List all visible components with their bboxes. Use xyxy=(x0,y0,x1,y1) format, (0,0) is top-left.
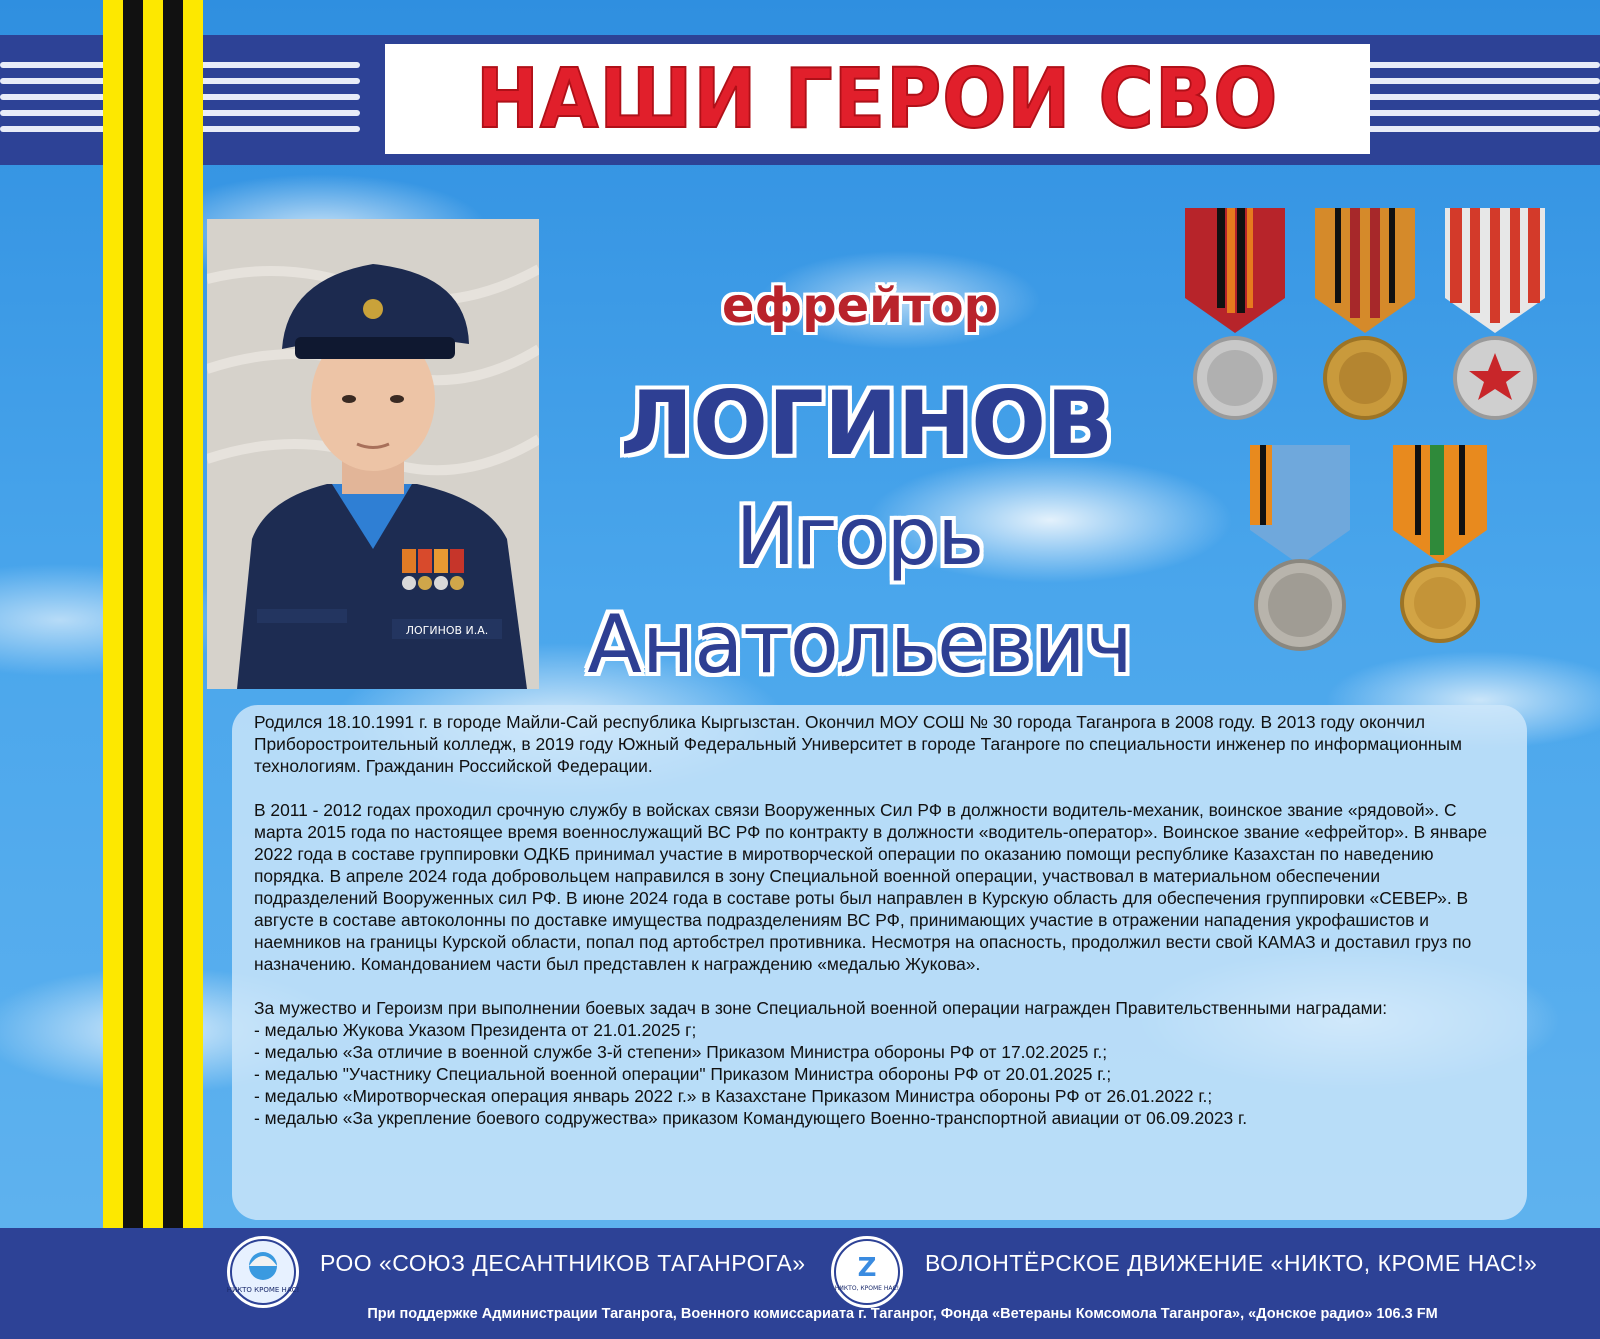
volunteer-movement-emblem-icon xyxy=(828,1233,906,1311)
military-service-distinction-medal-icon xyxy=(1305,208,1425,428)
st-george-ribbon-icon xyxy=(103,0,203,1339)
awards-list xyxy=(254,1019,1505,1129)
page-title: НАШИ ГЕРОИ СВО xyxy=(476,51,1279,147)
org-left-label: РОО «СОЮЗ ДЕСАНТНИКОВ ТАГАНРОГА» xyxy=(320,1250,806,1276)
hero-rank: ефрейтор xyxy=(722,278,998,334)
biography-panel xyxy=(232,705,1527,1220)
zhukov-medal-icon xyxy=(1175,208,1295,428)
combat-cooperation-medal-icon xyxy=(1385,445,1495,655)
svo-participant-medal-icon xyxy=(1435,208,1555,428)
list-item: - медалью «За укрепление боевого содружества» приказом Командующего Военно-транспортной авиации от 06.09.2023 г. xyxy=(254,1108,1248,1128)
name-tag: ЛОГИНОВ И.А. xyxy=(405,624,489,637)
list-item: - медалью «За отличие в военной службе 3-й степени» Приказом Министра обороны РФ от 17.02.2025 г.; xyxy=(254,1042,1108,1062)
svg-text:НИКТО КРОМЕ НАС!: НИКТО КРОМЕ НАС! xyxy=(227,1286,299,1294)
hero-patronymic: Анатольевич xyxy=(587,598,1133,691)
paratroopers-union-emblem-icon xyxy=(224,1233,302,1311)
support-credits: При поддержке Администрации Таганрога, Военного комиссариата г. Таганрог, Фонда «Ветераны Комсомола Таганрога», «Донское радио» 106.3 FM xyxy=(367,1306,1438,1322)
peacekeeping-operation-medal-icon xyxy=(1240,445,1360,655)
ribbon-top-segment xyxy=(103,0,203,35)
svg-text:Z: Z xyxy=(857,1253,877,1283)
list-item: - медалью "Участнику Специальной военной операции" Приказом Министра обороны РФ от 20.01.2025 г.; xyxy=(254,1064,1112,1084)
hero-portrait-icon xyxy=(207,219,539,689)
hero-photo xyxy=(207,219,539,689)
hero-first-name: Игорь xyxy=(735,490,985,583)
awards-intro: За мужество и Героизм при выполнении боевых задач в зоне Специальной военной операции награжден Правительственными наградами: xyxy=(254,998,1388,1018)
bio-paragraph-service: В 2011 - 2012 годах проходил срочную службу в войсках связи Вооруженных Сил РФ в должности водитель-механик, воинское звание «рядовой». С марта 2015 года по настоящее время военнослужащий ВС РФ по контракту в должности «водитель-оператор». Воинское звание «ефрейтор». В январе 2022 года в составе группировки ОДКБ принимал участие в миротворческой операции по оказанию помощи республике Казахстан по наведению порядка. В апреле 2024 года добровольцем направился в зону Специальной военной операции, участвовал в материальном обеспечении подразделений Вооруженных сил РФ. В июне 2024 года в составе роты был направлен в Курскую область для обеспечения группировки «СЕВЕР». В августе в составе автоколонны по доставке имущества подразделениям ВС РФ, принимающих участие в отражении нападения укрофашистов и наемников на границы Курской области, попал под артобстрел противника. Несмотря на опасность, продолжил вести свой КАМАЗ и доставил груз по назначению. Командованием части был представлен к награждению «медалью Жукова». xyxy=(254,800,1488,974)
list-item: - медалью Жукова Указом Президента от 21.01.2025 г; xyxy=(254,1020,697,1040)
hero-surname: ЛОГИНОВ xyxy=(620,372,1114,475)
svg-text:НИКТО, КРОМЕ НАС!: НИКТО, КРОМЕ НАС! xyxy=(834,1285,900,1292)
title-panel xyxy=(385,44,1370,154)
bio-paragraph-education: Родился 18.10.1991 г. в городе Майли-Сай республика Кыргызстан. Окончил МОУ СОШ № 30 города Таганрога в 2008 году. В 2013 году окончил Приборостроительный колледж, в 2019 году Южный Федеральный Университет в городе Таганроге по специальности инженер по информационным технологиям. Гражданин Российской Федерации. xyxy=(254,712,1462,776)
org-right-label: ВОЛОНТЁРСКОЕ ДВИЖЕНИЕ «НИКТО, КРОМЕ НАС!» xyxy=(925,1250,1538,1276)
list-item: - медалью «Миротворческая операция январь 2022 г.» в Казахстане Приказом Министра обороны РФ от 26.01.2022 г.; xyxy=(254,1086,1213,1106)
